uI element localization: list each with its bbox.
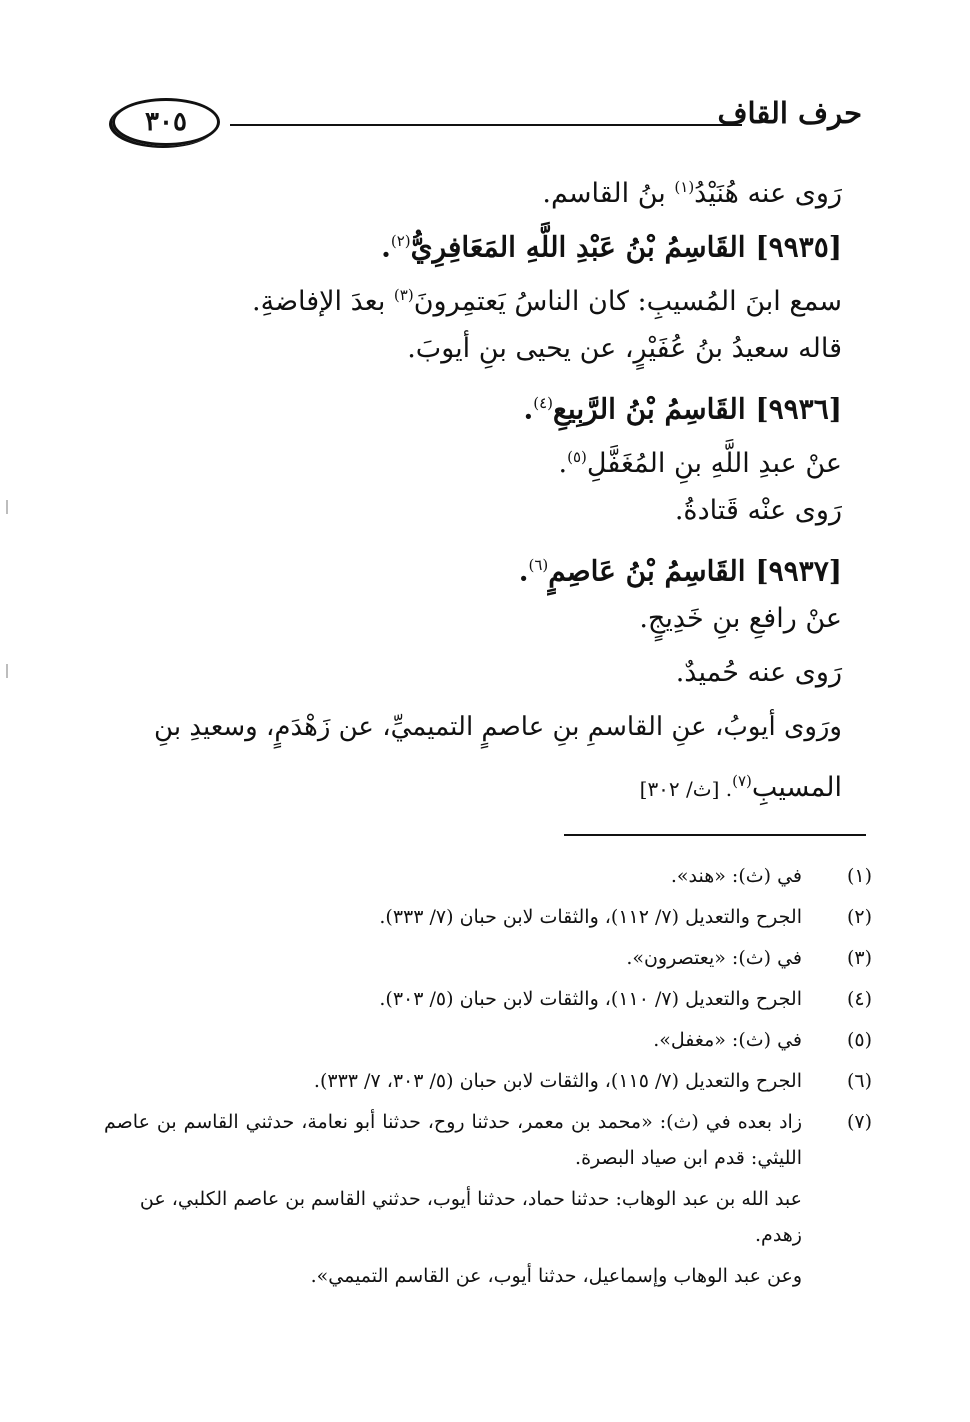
footnote (104, 940, 872, 976)
footnote-text: الجرح والتعديل (٧/ ١١٥)، والثقات لابن حبان (٥/ ٣٠٣، ٧/ ٣٣٣). (313, 1070, 802, 1092)
text-line: المسيبِ$^{(٧)}$. [ث/ ٣٠٢] (639, 772, 842, 803)
footnote-ref: (٣) (393, 286, 414, 304)
footnote (104, 1104, 872, 1176)
footnote-number: (٥) (846, 1029, 872, 1051)
footnote-number: (٦) (846, 1070, 872, 1092)
running-title: حرف القاف (717, 96, 862, 130)
footnote-continuation: عبد الله بن عبد الوهاب: حدثنا حماد، حدثنا أيوب، حدثني القاسم بن عاصم الكلبي، عن زهدم. (139, 1188, 802, 1246)
page-header (112, 96, 862, 156)
footnote (104, 858, 872, 894)
text-line: رَوى عنه هُنَيْدُ$^{(١)}$ بنُ القاسم. (542, 178, 842, 209)
footnote-text: في (ث): «مغفل». (653, 1029, 802, 1051)
text-line: رَوى عنْه قَتادةُ. (674, 495, 842, 526)
text-line: قاله سعيدُ بنُ عُفَيْرٍ، عن يحيى بنِ أيوبَ. (407, 333, 842, 364)
text-line: عنْ رافعِ بنِ خَدِيجٍ. (639, 603, 842, 634)
footnote-number: (٧) (846, 1111, 872, 1133)
entry-heading: [٩٩٣٧] القَاسِمُ بْنُ عَاصِمٍ$^{(٦)}$. (518, 554, 842, 588)
footnote-ref: (٧) (732, 772, 752, 790)
footnote (104, 981, 872, 1017)
footnote (104, 899, 872, 935)
footnote-separator (564, 834, 866, 836)
footnote (104, 1022, 872, 1058)
footnote-ref: (١) (674, 178, 695, 196)
footnotes (104, 858, 872, 1294)
footnote-ref: (٦) (528, 556, 549, 574)
footnote-text: زاد بعده في (ث): «محمد بن معمر، حدثنا روح، حدثنا أبو نعامة، حدثني القاسم بن عاصم الليثي: قدم ابن صياد البصرة. (104, 1111, 802, 1169)
footnote-ref: (٥) (567, 448, 587, 466)
page-number: ٣٠٥ (112, 98, 220, 146)
footnote-text: الجرح والتعديل (٧/ ١١٠)، والثقات لابن حبان (٥/ ٣٠٣). (379, 988, 802, 1010)
footnote-ref: (٤) (533, 394, 553, 412)
text-line: سمع ابنَ المُسيبِ: كان الناسُ يَعتمِرونَ$^{(٣)}$ بعدَ الإفاضةِ. (252, 286, 842, 317)
footnote-number: (٢) (846, 906, 872, 928)
footnote-text: في (ث): «هند». (670, 865, 802, 887)
text-line: ورَوى أيوبُ، عنِ القاسمِ بنِ عاصمٍ التميميِّ، عن زَهْدَمٍ، وسعيدِ بنِ (154, 712, 842, 742)
footnote-text: الجرح والتعديل (٧/ ١١٢)، والثقات لابن حبان (٧/ ٣٣٣). (379, 906, 802, 928)
scan-mark (6, 664, 8, 678)
footnote (104, 1063, 872, 1099)
footnote-ref: (٢) (390, 232, 411, 250)
footnote-number: (٤) (846, 988, 872, 1010)
text-line: رَوى عنه حُميدٌ. (675, 657, 842, 688)
footnote-text: في (ث): «يعتصرون». (626, 947, 802, 969)
main-text (100, 160, 842, 808)
entry-heading: [٩٩٣٥] القَاسِمُ بْنُ عَبْدِ اللَّهِ المَعَافِرِيُّ$^{(٢)}$. (381, 230, 842, 264)
footnote-number: (١) (846, 865, 872, 887)
scan-mark (6, 500, 8, 514)
header-rule (230, 124, 742, 126)
footnote-number: (٣) (846, 947, 872, 969)
footnote-continuation: وعن عبد الوهاب وإسماعيل، حدثنا أيوب، عن القاسم التميمي». (310, 1265, 802, 1287)
text-line: عنْ عبدِ اللَّهِ بنِ المُغَفَّلِ$^{(٥)}$. (558, 448, 842, 479)
entry-heading: [٩٩٣٦] القَاسِمُ بْنُ الرَّبِيعِ$^{(٤)}$. (523, 392, 842, 426)
